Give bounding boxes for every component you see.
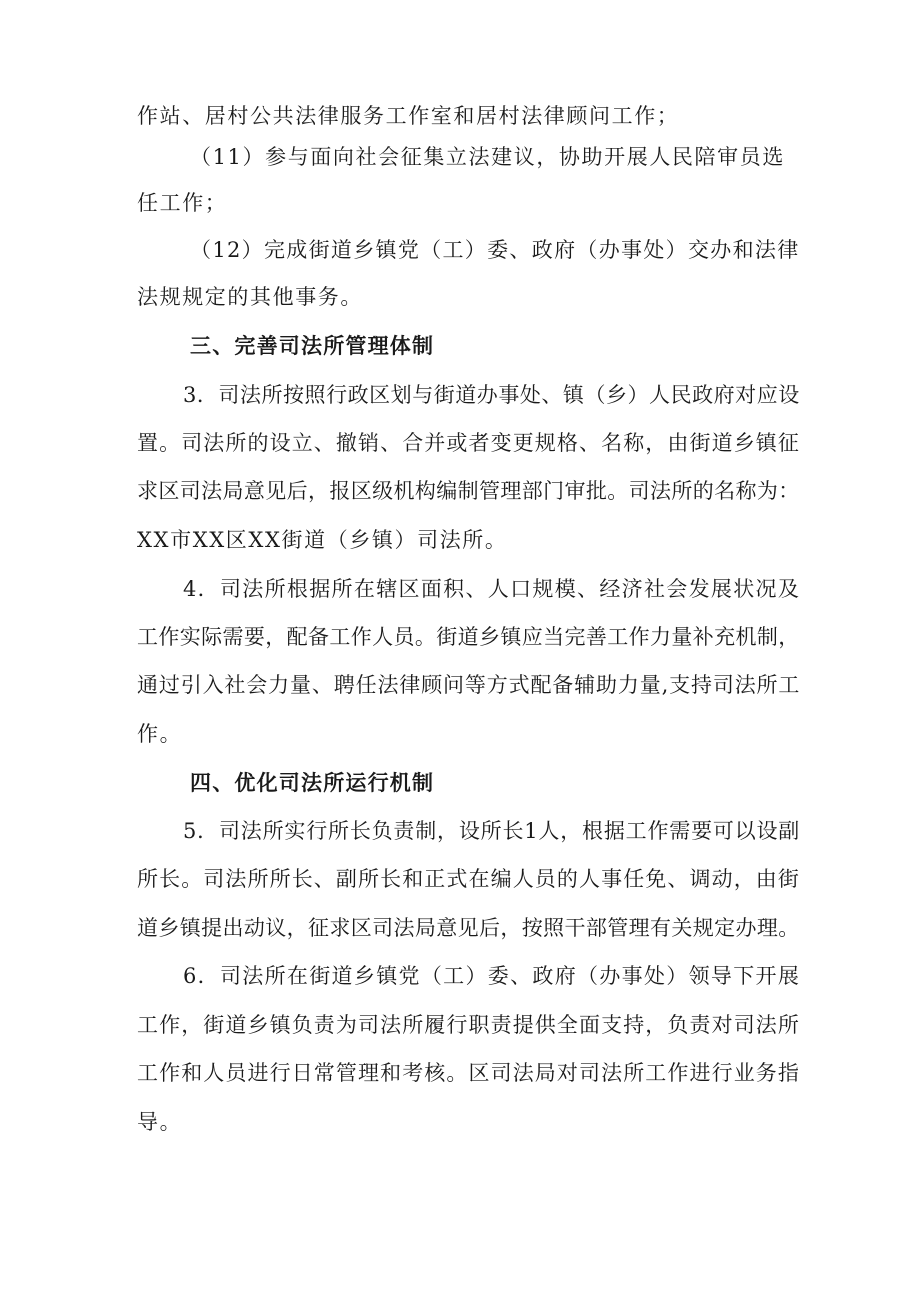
text-line: 所长。司法所所长、副所长和正式在编人员的人事任免、调动，由街 [137, 867, 800, 891]
text-line: 工作和人员进行日常管理和考核。区司法局对司法所工作进行业务指 [137, 1061, 800, 1085]
text-line: （12）完成街道乡镇党（工）委、政府（办事处）交办和法律 [190, 238, 800, 262]
text-line: 4．司法所根据所在辖区面积、人口规模、经济社会发展状况及 [183, 577, 801, 601]
text-line: （11）参与面向社会征集立法建议，协助开展人民陪审员选 [190, 145, 785, 169]
text-line: 工作实际需要，配备工作人员。街道乡镇应当完善工作力量补充机制， [137, 625, 800, 649]
text-line: 导。 [137, 1110, 183, 1134]
text-line: 6．司法所在街道乡镇党（工）委、政府（办事处）领导下开展 [183, 964, 801, 988]
text-line: 作站、居村公共法律服务工作室和居村法律顾问工作； [137, 104, 680, 128]
text-line: XX市XX区XX街道（乡镇）司法所。 [137, 528, 508, 552]
text-line: 工作，街道乡镇负责为司法所履行职责提供全面支持，负责对司法所 [137, 1013, 800, 1037]
section-heading: 四、优化司法所运行机制 [190, 771, 435, 795]
text-line: 作。 [137, 722, 183, 746]
text-line: 通过引入社会力量、聘任法律顾问等方式配备辅助力量,支持司法所工 [137, 673, 801, 697]
text-line: 任工作； [137, 191, 228, 215]
text-line: 3．司法所按照行政区划与街道办事处、镇（乡）人民政府对应设 [183, 383, 800, 407]
text-line: 求区司法局意见后，报区级机构编制管理部门审批。司法所的名称为： [137, 479, 800, 503]
text-line: 置。司法所的设立、撤销、合并或者变更规格、名称，由街道乡镇征 [137, 431, 800, 455]
section-heading: 三、完善司法所管理体制 [190, 334, 435, 358]
text-line: 5．司法所实行所长负责制，设所长1人，根据工作需要可以设副 [183, 819, 801, 843]
text-line: 法规规定的其他事务。 [137, 285, 363, 309]
text-line: 道乡镇提出动议，征求区司法局意见后，按照干部管理有关规定办理。 [137, 916, 800, 940]
